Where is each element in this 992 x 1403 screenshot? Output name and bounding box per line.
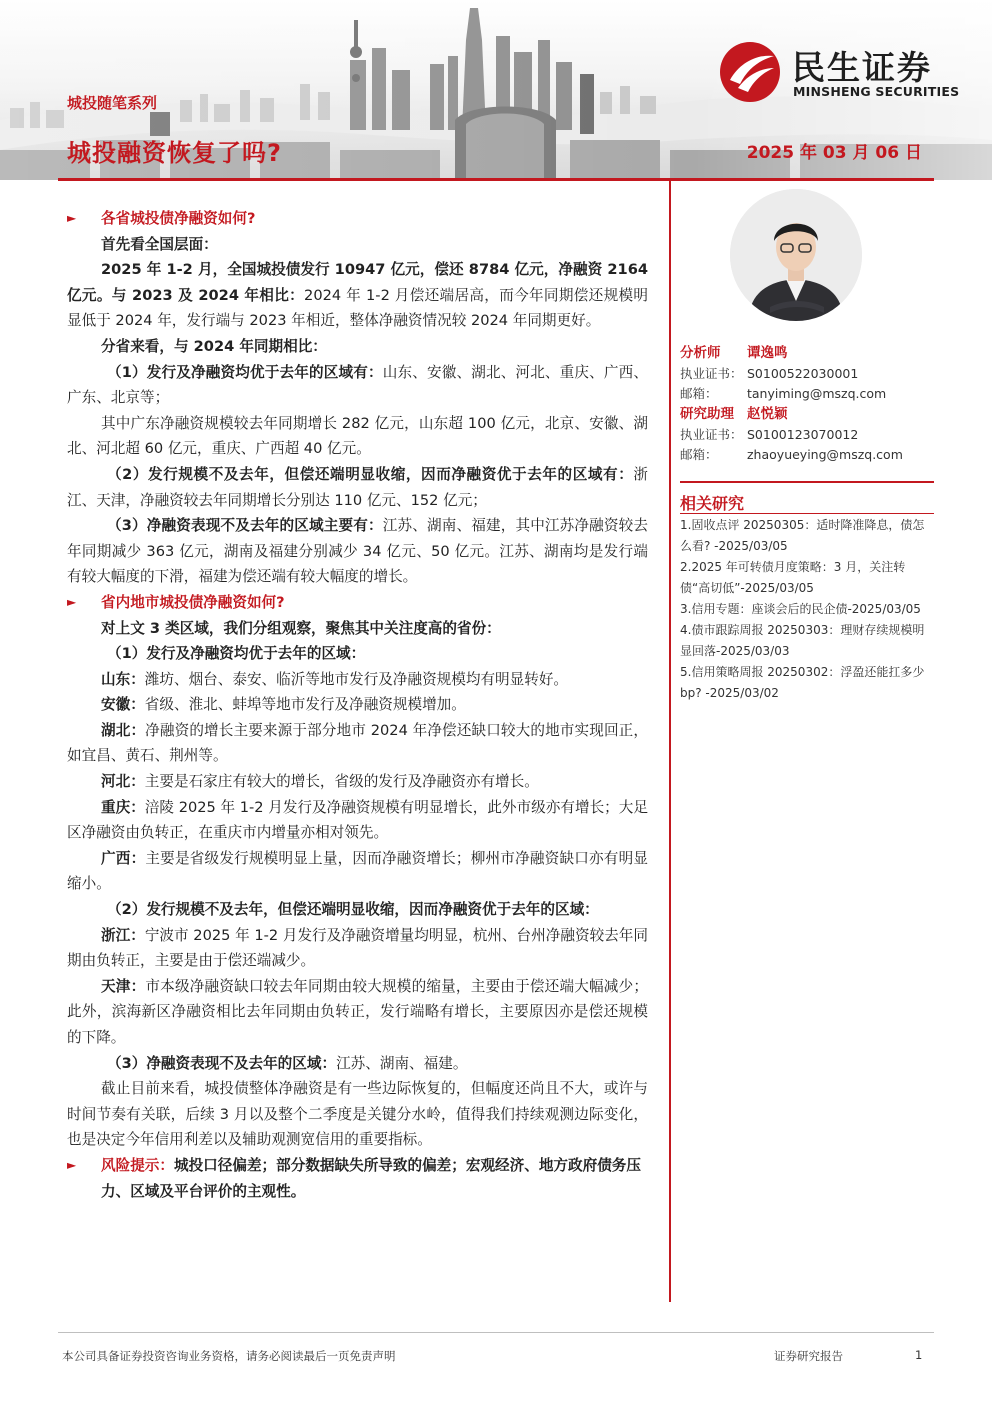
related-divider [680,513,934,514]
analyst-row: 分析师 谭逸鸣 [680,345,788,361]
paragraph: 截止目前来看，城投债整体净融资是有一些边际恢复的，但幅度还尚且不大，或许与时间节奏有关联，后续 3 月以及整个二季度是关键分水岭，值得我们持续观测边际变化，也是决定今年信用利差以及辅助观测宽信用的重要指标。 [67,1080,648,1149]
analyst-email-row: 邮箱： tanyiming@mszq.com [680,384,934,404]
related-research-item[interactable]: 2.2025 年可转债月度策略：3 月，关注转债“高切低”-2025/03/05 [680,560,906,595]
analyst-name: 谭逸鸣 [747,345,788,361]
logo-chinese-name: 民生证券 [792,48,932,87]
paragraph: 其中广东净融资规模较去年同期增长 282 亿元，山东超 100 亿元，北京、安徽、湖北、河北超 60 亿元，重庆、广西超 40 亿元。 [67,414,648,458]
analyst-email-link[interactable]: tanyiming@mszq.com [747,386,887,401]
related-research-title: 相关研究 [680,494,745,513]
assistant-email-row: 邮箱： zhaoyueying@mszq.com [680,445,934,465]
paragraph: 2025 年 1-2 月，全国城投债发行 10947 亿元，偿还 8784 亿元，净融资 2164 亿元。与 2023 及 2024 年相比：2024 年 1-2 月偿还端居高，而今年同期偿还规模明显低于 2024 年，发行端与 2023 年相近，整体净融资情况较 2024 年同期更好。 [67,261,648,330]
paragraph: 对上文 3 类区域，我们分组观察，聚焦其中关注度高的省份： [101,619,501,637]
province-zhejiang: 浙江：宁波市 2025 年 1-2 月发行及净融资增量均明显，杭州、台州净融资较去年同期由负转正，主要是由于偿还端减少。 [67,926,648,970]
paragraph: （1）发行及净融资均优于去年的区域有：山东、安徽、湖北、河北、重庆、广西、广东、北京等； [67,363,648,407]
arrow-bullet-icon: ► [67,211,77,225]
report-series: 城投随笔系列 [67,94,158,112]
paragraph: （1）发行及净融资均优于去年的区域： [107,645,366,663]
related-research-list [680,515,930,704]
province-tianjin: 天津：市本级净融资缺口较去年同期由较大规模的缩量，主要由于偿还端大幅减少；此外，滨海新区净融资相比去年同期由负转正，发行端略有增长，主要原因亦是偿还规模的下降。 [67,977,648,1046]
related-research-item[interactable]: 5.信用策略周报 20250302：浮盈还能扛多少 bp? -2025/03/02 [680,665,925,700]
analyst-portrait-icon [730,189,862,321]
paragraph: （3）净融资表现不及去年的区域：江苏、湖南、福建。 [107,1054,468,1072]
related-divider [680,481,934,483]
province-shandong: 山东：潍坊、烟台、泰安、临沂等地市发行及净融资规模均有明显转好。 [101,670,569,688]
footer-disclaimer: 本公司具备证券投资咨询业务资格，请务必阅读最后一页免责声明 [62,1349,396,1363]
minsheng-logo-icon [718,40,782,104]
header-divider [58,178,934,181]
analyst-cert-row: 执业证书： S0100522030001 [680,366,859,381]
page-number: 1 [915,1348,923,1362]
footer-report-type: 证券研究报告 [774,1349,843,1363]
related-research-item[interactable]: 4.债市跟踪周报 20250303：理财存续规模明显回落-2025/03/03 [680,623,925,658]
assistant-cert-row: 执业证书： S0100123070012 [680,427,859,442]
assistant-row: 研究助理 赵悦颖 [680,406,788,422]
section-heading-city: ► 省内地市城投债净融资如何? [67,590,648,616]
header-banner [0,0,992,180]
province-anhui: 安徽：省级、淮北、蚌埠等地市发行及净融资规模增加。 [101,696,466,714]
province-hubei: 湖北：净融资的增长主要来源于部分地市 2024 年净偿还缺口较大的地市实现回正，如宜昌、黄石、荆州等。 [67,721,648,765]
section-heading-provincial: ► 各省城投债净融资如何? [67,206,648,232]
assistant-email-link[interactable]: zhaoyueying@mszq.com [747,447,903,462]
minsheng-logo [718,40,968,104]
paragraph: 分省来看，与 2024 年同期相比： [101,337,327,355]
arrow-bullet-icon: ► [67,594,77,609]
paragraph: （3）净融资表现不及去年的区域主要有：江苏、湖南、福建，其中江苏净融资较去年同期减少 363 亿元，湖南及福建分别减少 34 亿元、50 亿元。江苏、湖南均是发行端有较大幅度的下滑，福建为偿还端有较大幅度的增长。 [67,517,648,586]
related-research-item[interactable]: 1.固收点评 20250305：适时降准降息，债怎么看? -2025/03/05 [680,518,925,553]
province-hebei: 河北：主要是石家庄有较大的增长，省级的发行及净融资亦有增长。 [101,773,539,791]
related-research-item[interactable]: 3.信用专题：座谈会后的民企债-2025/03/05 [680,602,921,616]
province-guangxi: 广西：主要是省级发行规模明显上量，因而净融资增长；柳州市净融资缺口亦有明显缩小。 [67,849,648,893]
logo-english-name: MINSHENG SECURITIES [793,84,960,99]
arrow-bullet-icon: ► [67,1157,77,1172]
paragraph: （2）发行规模不及去年，但偿还端明显收缩，因而净融资优于去年的区域： [107,901,599,919]
paragraph: 首先看全国层面： [101,235,218,253]
analyst-photo [730,189,862,321]
analyst-info [680,343,934,465]
assistant-name: 赵悦颖 [747,406,788,422]
report-date: 2025 年 03 月 06 日 [746,143,922,163]
main-content [67,206,648,1204]
report-title: 城投融资恢复了吗? [67,139,282,167]
paragraph: （2）发行规模不及去年，但偿还端明显收缩，因而净融资优于去年的区域有：浙江、天津，净融资较去年同期增长分别达 110 亿元、152 亿元； [67,465,648,509]
column-divider [669,181,671,1302]
risk-warning: ► 风险提示：城投口径偏差；部分数据缺失所导致的偏差；宏观经济、地方政府债务压力、区域及平台评价的主观性。 [67,1153,648,1204]
footer-divider [58,1332,934,1333]
province-chongqing: 重庆：涪陵 2025 年 1-2 月发行及净融资规模有明显增长，此外市级亦有增长；大足区净融资由负转正，在重庆市内增量亦相对领先。 [67,798,648,842]
